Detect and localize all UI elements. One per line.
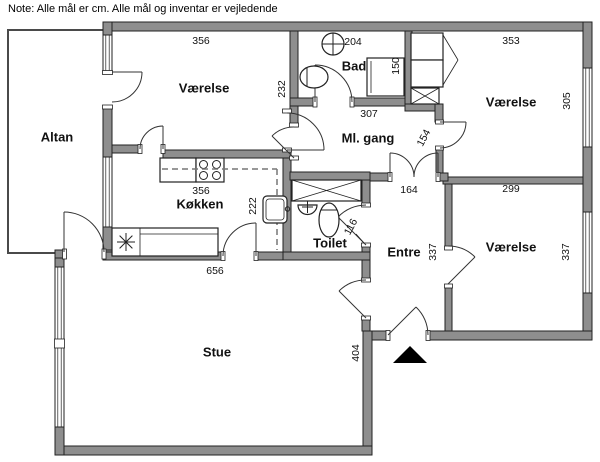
- wall: [112, 145, 140, 153]
- wall: [55, 446, 372, 455]
- room-label-vaerelse2: Værelse: [485, 94, 537, 110]
- closet-cross-icon: [411, 88, 439, 104]
- plan-note: Note: Alle mål er cm. Alle mål og inventar er vejledende: [8, 3, 278, 15]
- wall: [290, 172, 370, 180]
- wall: [362, 245, 370, 280]
- room-label-stue: Stue: [202, 344, 232, 360]
- wardrobe-icon: [411, 33, 458, 87]
- dimension-label: 356: [192, 185, 210, 197]
- toilet-icon: [319, 203, 339, 237]
- dimension-label: 150: [390, 57, 402, 75]
- door-swing-arc: [339, 280, 366, 318]
- door-swing-arc: [112, 72, 142, 102]
- wall: [363, 331, 372, 455]
- dimension-label: 337: [560, 243, 572, 261]
- dimension-label: 232: [276, 80, 288, 98]
- room-label-altan: Altan: [40, 129, 74, 145]
- dimension-label: 305: [561, 92, 573, 110]
- stove-icon: [196, 158, 224, 182]
- window: [583, 68, 592, 147]
- room-label-entre: Entre: [387, 244, 421, 260]
- dimension-label: 222: [247, 197, 259, 215]
- kitchen-counter-icon: [160, 158, 196, 182]
- room-label-vaerelse3: Værelse: [485, 239, 537, 255]
- dimension-label: 337: [427, 243, 439, 261]
- wall: [283, 252, 370, 260]
- dimension-label: 204: [344, 36, 362, 48]
- bath-sink-icon: [322, 33, 344, 55]
- dimension-label: 116: [341, 216, 361, 238]
- wall: [256, 252, 283, 260]
- wall: [103, 22, 592, 31]
- room-label-toilet: Toilet: [313, 235, 347, 251]
- window: [583, 212, 592, 293]
- room-label-ml-gang: Ml. gang: [341, 130, 395, 146]
- dimension-label: 356: [192, 35, 210, 47]
- kitchen-sink-icon: [263, 196, 290, 223]
- toilet-icon: [300, 66, 328, 88]
- window: [103, 157, 112, 227]
- window: [55, 267, 65, 427]
- dimension-label: 299: [502, 183, 520, 195]
- cooktop-star-icon: [117, 233, 135, 251]
- dimension-label: 656: [206, 265, 224, 277]
- window: [103, 35, 112, 72]
- wall: [435, 104, 443, 122]
- dimension-label: 154: [414, 127, 434, 149]
- wall: [163, 150, 291, 158]
- entrance-arrow-icon: [393, 346, 427, 363]
- dimension-label: 307: [360, 108, 378, 120]
- corner-sink-icon: [298, 201, 317, 214]
- room-label-bad: Bad: [341, 58, 367, 74]
- dimension-leader-line: [356, 234, 364, 243]
- dimension-label: 353: [502, 35, 520, 47]
- dimension-label: 164: [400, 184, 418, 196]
- door-swing-arc: [140, 126, 163, 149]
- door-swing-arc: [440, 122, 466, 148]
- room-label-koekken: Køkken: [176, 196, 224, 212]
- room-label-vaerelse1: Værelse: [178, 80, 230, 96]
- closet-cross-icon: [292, 180, 361, 201]
- door-swing-arc: [223, 223, 256, 256]
- dimension-label: 404: [350, 344, 362, 362]
